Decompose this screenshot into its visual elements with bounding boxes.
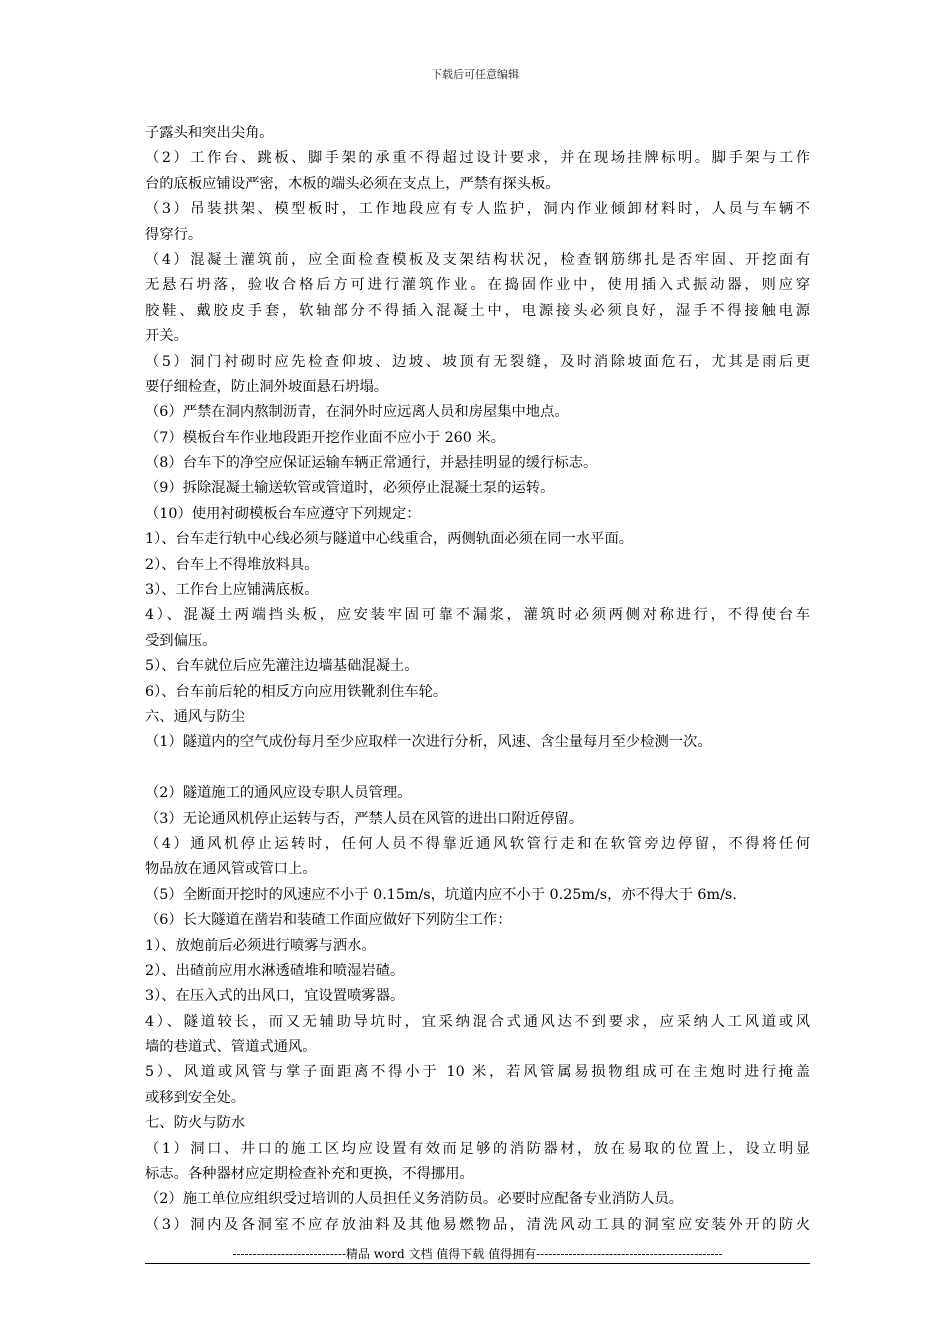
text-line: 胶鞋、戴胶皮手套，软轴部分不得插入混凝土中，电源接头必须良好，湿手不得接触电源 <box>145 302 810 319</box>
text-line: 6）、台车前后轮的相反方向应用铁靴刹住车轮。 <box>145 683 448 700</box>
text-line: （4）混凝土灌筑前，应全面检查模板及支架结构状况，检查钢筋绑扎是否牢固、开挖面有 <box>145 251 810 268</box>
text-line: 六、通风与防尘 <box>145 708 246 725</box>
text-line: （6）长大隧道在凿岩和装碴工作面应做好下列防尘工作： <box>145 912 512 929</box>
text-line: 1）、台车走行轨中心线必须与隧道中心线重合，两侧轨面必须在同一水平面。 <box>145 531 634 548</box>
text-line: （3）洞内及各洞室不应存放油料及其他易燃物品，清洗风动工具的洞室应安装外开的防火 <box>145 1216 810 1233</box>
text-line: 受到偏压。 <box>145 632 217 649</box>
text-line: （4）通风机停止运转时，任何人员不得靠近通风软管行走和在软管旁边停留，不得将任何 <box>145 835 810 852</box>
text-line: 2）、台车上不得堆放料具。 <box>145 556 319 573</box>
text-line: 4）、混凝土两端挡头板，应安装牢固可靠不漏浆，灌筑时必须两侧对称进行，不得使台车 <box>145 607 810 624</box>
text-line: 墙的巷道式、管道式通风。 <box>145 1039 317 1056</box>
footer-rule <box>145 1263 810 1264</box>
text-line: 得穿行。 <box>145 226 203 243</box>
text-line: 要仔细检查，防止洞外坡面悬石坍塌。 <box>145 378 389 395</box>
text-line: 3）、在压入式的出风口，宜设置喷雾器。 <box>145 988 405 1005</box>
text-line: 4）、隧道较长，而又无辅助导坑时，宜采纳混合式通风达不到要求，应采纳人工风道或风 <box>145 1013 810 1030</box>
text-line: 标志。各种器材应定期检查补充和更换，不得挪用。 <box>145 1166 474 1183</box>
text-line: （2）隧道施工的通风应设专职人员管理。 <box>145 785 412 802</box>
text-line: （3）无论通风机停止运转与否，严禁人员在风管的进出口附近停留。 <box>145 810 583 827</box>
text-line: 1）、放炮前后必须进行喷雾与洒水。 <box>145 937 376 954</box>
text-line: 物品放在通风管或管口上。 <box>145 861 317 878</box>
text-line <box>145 756 810 781</box>
text-line: 5）、风道或风管与掌子面距离不得小于 10 米，若风管属易损物组成可在主炮时进行掩盖 <box>145 1064 810 1081</box>
document-body <box>145 121 810 1238</box>
text-line: （5）洞门衬砌时应先检查仰坡、边坡、坡顶有无裂缝，及时消除坡面危石，尤其是雨后更 <box>145 353 810 370</box>
text-line: （10）使用衬砌模板台车应遵守下列规定： <box>145 505 421 522</box>
text-line: 开关。 <box>145 328 188 345</box>
text-line: 2）、出碴前应用水淋透碴堆和喷湿岩碴。 <box>145 962 405 979</box>
text-line: 子露头和突出尖角。 <box>145 125 274 141</box>
text-line: （2）施工单位应组织受过培训的人员担任义务消防员。必要时应配备专业消防人员。 <box>145 1191 684 1208</box>
text-line: （5）全断面开挖时的风速应不小于 0.15m/s，坑道内应不小于 0.25m/s，亦不得大于 6m/s. <box>145 886 737 903</box>
text-line: （6）严禁在洞内熬制沥青，在洞外时应远离人员和房屋集中地点。 <box>145 404 569 421</box>
text-line: 或移到安全处。 <box>145 1089 246 1106</box>
text-line: 台的底板应铺设严密，木板的端头必须在支点上，严禁有探头板。 <box>145 175 560 192</box>
page-footer: ----------------------------精品 word 文档 值得下载 值得拥有---------------------------------------------- <box>232 1247 723 1261</box>
text-line: （7）模板台车作业地段距开挖作业面不应小于 260 米。 <box>145 429 506 446</box>
text-line: （9）拆除混凝土输送软管或管道时，必须停止混凝土泵的运转。 <box>145 480 555 497</box>
text-line: （3）吊装拱架、模型板时，工作地段应有专人监护，洞内作业倾卸材料时，人员与车辆不 <box>145 201 810 218</box>
text-line: 七、防火与防水 <box>145 1115 246 1132</box>
text-line: （1）隧道内的空气成份每月至少应取样一次进行分析，风速、含尘量每月至少检测一次。 <box>145 734 712 751</box>
text-line: 无悬石坍落，验收合格后方可进行灌筑作业。在捣固作业中，使用插入式振动器，则应穿 <box>145 277 810 294</box>
text-line: （8）台车下的净空应保证运输车辆正常通行，并悬挂明显的缓行标志。 <box>145 455 598 472</box>
page-header: 下载后可任意编辑 <box>431 68 519 81</box>
text-line: （1）洞口、井口的施工区均应设置有效而足够的消防器材，放在易取的位置上，设立明显 <box>145 1140 810 1157</box>
text-line: 5）、台车就位后应先灌注边墙基础混凝土。 <box>145 658 419 675</box>
text-line: 3）、工作台上应铺满底板。 <box>145 582 319 599</box>
text-line: （2）工作台、跳板、脚手架的承重不得超过设计要求，并在现场挂牌标明。脚手架与工作 <box>145 150 810 167</box>
